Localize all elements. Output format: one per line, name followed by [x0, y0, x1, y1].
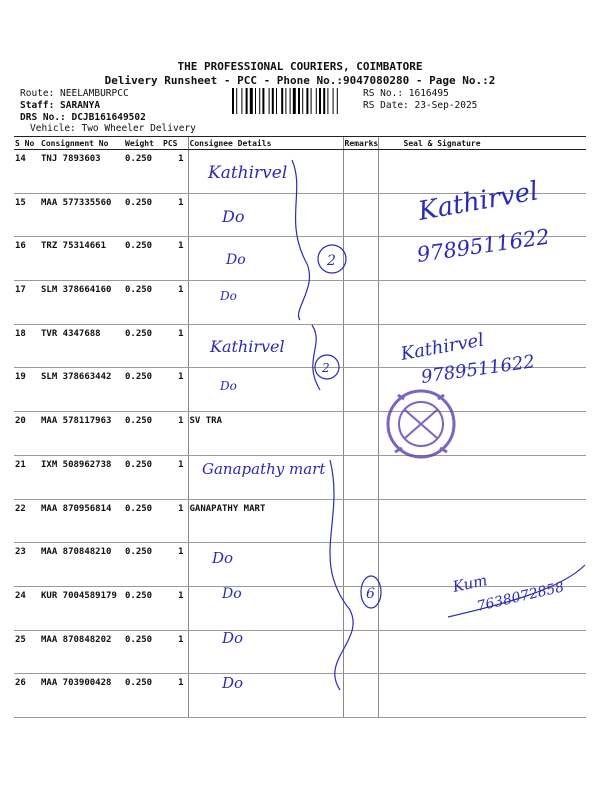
cell-consignee: SV TRA [188, 412, 343, 456]
table-row [14, 150, 586, 194]
cell-remarks [343, 586, 378, 630]
col-header-pcs: PCS [162, 137, 188, 150]
barcode-bar [302, 88, 303, 114]
barcode-bar [311, 88, 312, 114]
rs-number: RS No.: 1616495 [363, 88, 449, 99]
cell-sno: 22 [14, 499, 40, 543]
barcode-bar [262, 88, 264, 114]
barcode-bar [293, 88, 296, 114]
cell-consignment-no: TNJ 7893603 [40, 150, 124, 194]
cell-seal-signature [378, 499, 586, 543]
col-header-seal: Seal & Signature [378, 137, 586, 150]
signature-name-3: Kum [451, 571, 489, 596]
cell-consignment-no: IXM 508962738 [40, 455, 124, 499]
cell-remarks [343, 324, 378, 368]
runsheet-subtitle: Delivery Runsheet - PCC - Phone No.:9047080280 - Page No.:2 [104, 74, 496, 87]
hw-ditto: Do [222, 586, 242, 602]
barcode-bar [323, 88, 325, 114]
staff-label: Staff: SARANYA [20, 100, 101, 111]
cell-consignee: GANAPATHY MART [188, 499, 343, 543]
signature-phone-3: 7638072858 [475, 579, 566, 615]
table-row [14, 368, 586, 412]
cell-sno: 23 [14, 543, 40, 587]
table-row [14, 586, 586, 630]
signature-phone: 9789511622 [415, 224, 552, 267]
signature-phone-2: 9789511622 [419, 351, 537, 388]
barcode-bar [250, 88, 253, 114]
cell-sno: 20 [14, 412, 40, 456]
barcode-bar [327, 88, 328, 114]
cell-consignee [188, 586, 343, 630]
barcode-bar [285, 88, 286, 114]
cell-weight: 0.250 [124, 368, 162, 412]
cell-seal-signature [378, 412, 586, 456]
vehicle-label: Vehicle: Two Wheeler Delivery [30, 123, 196, 134]
hw-ditto: Do [222, 207, 245, 226]
circle-number: 2 [322, 361, 330, 375]
col-header-consignment: Consignment No [40, 137, 124, 150]
cell-weight: 0.250 [124, 586, 162, 630]
cell-remarks [343, 281, 378, 325]
cell-sno: 19 [14, 368, 40, 412]
cell-pcs: 1 [162, 368, 188, 412]
hw-ganapathy: Ganapathy mart [202, 460, 326, 478]
barcode-bar [255, 88, 256, 114]
cell-pcs: 1 [162, 455, 188, 499]
cell-seal-signature [378, 368, 586, 412]
hw-ditto: Do [212, 549, 234, 567]
cell-seal-signature [378, 281, 586, 325]
cell-remarks [343, 674, 378, 718]
cell-seal-signature [378, 543, 586, 587]
barcode-bar [290, 88, 291, 114]
cell-pcs: 1 [162, 412, 188, 456]
hw-ditto: Do [222, 674, 244, 692]
table-row [14, 543, 586, 587]
col-header-consignee: Consignee Details [188, 137, 343, 150]
cell-seal-signature [378, 324, 586, 368]
cell-seal-signature [378, 586, 586, 630]
barcode-bar [241, 88, 242, 114]
barcode-bar [298, 88, 300, 114]
cell-weight: 0.250 [124, 455, 162, 499]
barcode-bar [259, 88, 260, 114]
barcode-bar [316, 88, 317, 114]
signature-name-2: Kathirvel [399, 329, 486, 365]
circle-number: 2 [327, 253, 336, 269]
cell-sno: 15 [14, 193, 40, 237]
cell-pcs: 1 [162, 193, 188, 237]
cell-sno: 17 [14, 281, 40, 325]
cell-consignment-no: TRZ 75314661 [40, 237, 124, 281]
cell-consignee [188, 193, 343, 237]
cell-remarks [343, 412, 378, 456]
cell-consignment-no: MAA 578117963 [40, 412, 124, 456]
cell-consignee [188, 674, 343, 718]
barcode [232, 88, 358, 114]
cell-seal-signature [378, 674, 586, 718]
cell-consignee [188, 543, 343, 587]
cell-remarks [343, 630, 378, 674]
cell-pcs: 1 [162, 324, 188, 368]
barcode-bar [337, 88, 338, 114]
cell-weight: 0.250 [124, 543, 162, 587]
table-row [14, 674, 586, 718]
cell-weight: 0.250 [124, 193, 162, 237]
cell-consignment-no: SLM 378663442 [40, 368, 124, 412]
cell-remarks [343, 368, 378, 412]
table-row [14, 281, 586, 325]
hw-ditto: Do [220, 289, 237, 303]
route-label: Route: NEELAMBURPCC [20, 88, 129, 99]
col-header-weight: Weight [124, 137, 162, 150]
runsheet-table [14, 136, 586, 718]
cell-weight: 0.250 [124, 630, 162, 674]
barcode-bar [272, 88, 274, 114]
cell-sno: 26 [14, 674, 40, 718]
cell-pcs: 1 [162, 237, 188, 281]
cell-sno: 16 [14, 237, 40, 281]
hw-ditto: Do [222, 629, 244, 647]
cell-weight: 0.250 [124, 150, 162, 194]
cell-consignment-no: TVR 4347688 [40, 324, 124, 368]
cell-pcs: 1 [162, 281, 188, 325]
cell-consignment-no: MAA 870956814 [40, 499, 124, 543]
cell-consignee [188, 281, 343, 325]
cell-consignment-no: MAA 577335560 [40, 193, 124, 237]
cell-pcs: 1 [162, 630, 188, 674]
cell-consignee [188, 324, 343, 368]
hw-ditto: Do [226, 252, 246, 268]
hw-ditto: Do [220, 379, 237, 393]
cell-consignment-no: SLM 378664160 [40, 281, 124, 325]
rs-date: RS Date: 23-Sep-2025 [363, 100, 478, 111]
cell-pcs: 1 [162, 674, 188, 718]
col-header-sno: S No [14, 137, 40, 150]
cell-sno: 21 [14, 455, 40, 499]
cell-weight: 0.250 [124, 412, 162, 456]
hw-kathirvel: Kathirvel [208, 163, 288, 183]
cell-weight: 0.250 [124, 674, 162, 718]
col-header-remarks: Remarks [344, 138, 378, 148]
cell-remarks [343, 237, 378, 281]
barcode-bar [333, 88, 334, 114]
cell-weight: 0.250 [124, 281, 162, 325]
barcode-bar [306, 88, 308, 114]
cell-seal-signature [378, 150, 586, 194]
circle-number: 6 [366, 586, 375, 602]
cell-consignee [188, 237, 343, 281]
cell-weight: 0.250 [124, 324, 162, 368]
cell-remarks [343, 543, 378, 587]
barcode-bar [319, 88, 321, 114]
cell-consignment-no: MAA 703900428 [40, 674, 124, 718]
table-row [14, 237, 586, 281]
cell-seal-signature [378, 455, 586, 499]
cell-weight: 0.250 [124, 237, 162, 281]
cell-seal-signature [378, 193, 586, 237]
cell-seal-signature [378, 237, 586, 281]
barcode-bar [281, 88, 283, 114]
cell-consignment-no: MAA 870848202 [40, 630, 124, 674]
cell-remarks [343, 499, 378, 543]
barcode-bar [236, 88, 237, 114]
table-header-row [14, 137, 586, 150]
cell-sno: 24 [14, 586, 40, 630]
drs-number: DRS No.: DCJB161649502 [20, 112, 146, 123]
cell-consignment-no: KUR 7004589179 [40, 586, 124, 630]
cell-consignee [188, 150, 343, 194]
cell-consignee [188, 455, 343, 499]
cell-pcs: 1 [162, 150, 188, 194]
barcode-bar [269, 88, 270, 114]
cell-sno: 18 [14, 324, 40, 368]
table-row [14, 455, 586, 499]
table-row [14, 499, 586, 543]
cell-seal-signature [378, 630, 586, 674]
cell-remarks [343, 455, 378, 499]
cell-pcs: 1 [162, 586, 188, 630]
cell-pcs: 1 [162, 543, 188, 587]
cell-consignee [188, 368, 343, 412]
company-title: THE PROFESSIONAL COURIERS, COIMBATORE [177, 60, 423, 73]
cell-sno: 25 [14, 630, 40, 674]
cell-remarks [343, 193, 378, 237]
cell-sno: 14 [14, 150, 40, 194]
signature-name: Kathirvel [416, 176, 541, 227]
cell-weight: 0.250 [124, 499, 162, 543]
table-row [14, 630, 586, 674]
cell-consignment-no: MAA 870848210 [40, 543, 124, 587]
barcode-bar [232, 88, 234, 114]
table-row [14, 412, 586, 456]
table-row [14, 324, 586, 368]
cell-consignee [188, 630, 343, 674]
cell-pcs: 1 [162, 499, 188, 543]
table-row [14, 193, 586, 237]
barcode-bar [246, 88, 248, 114]
barcode-bar [276, 88, 277, 114]
cell-remarks [343, 150, 378, 194]
hw-kathirvel-2: Kathirvel [210, 337, 285, 356]
